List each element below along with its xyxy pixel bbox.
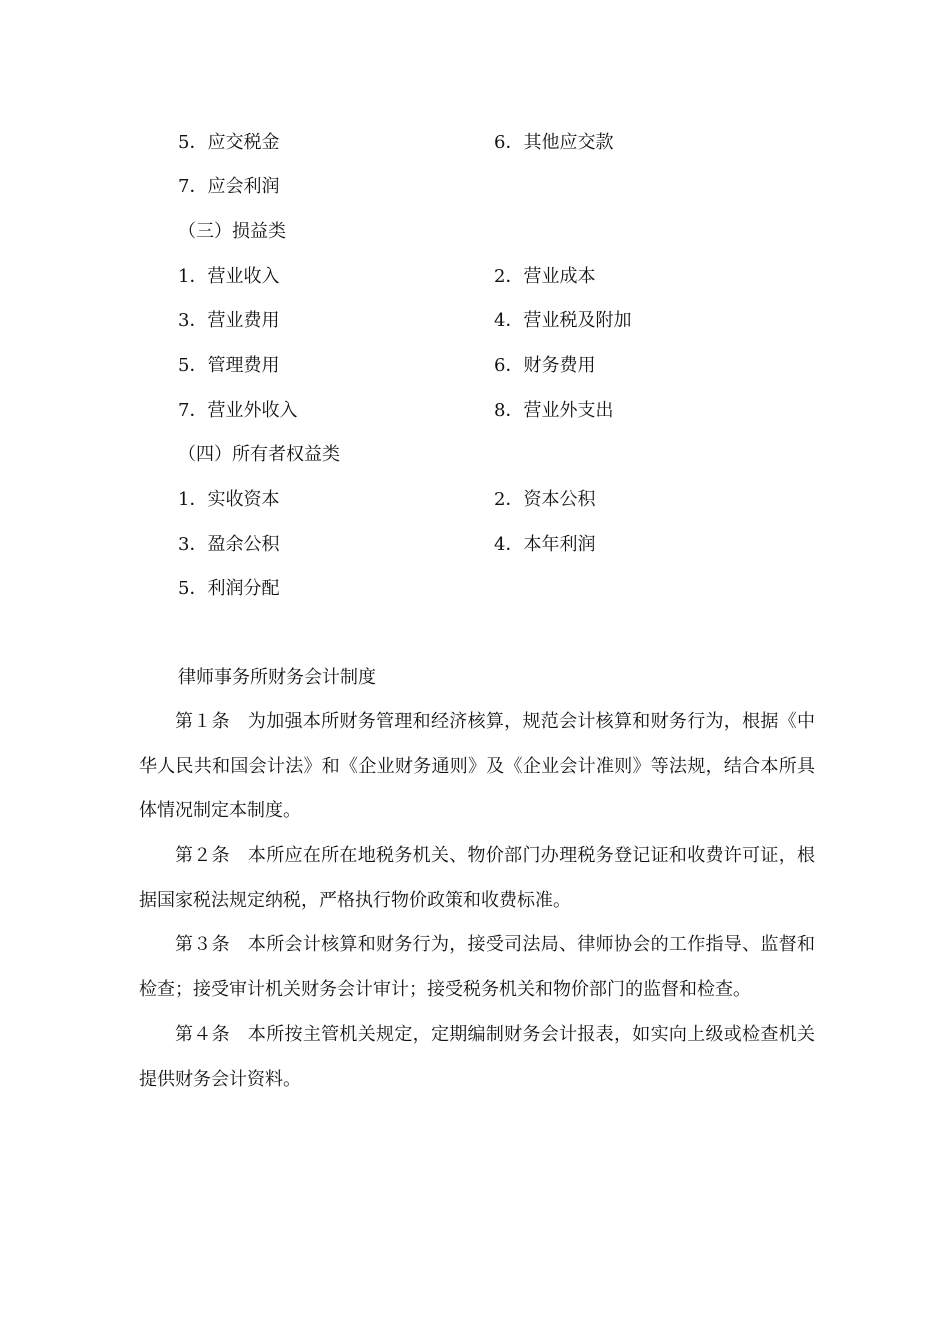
list-item: 1．营业收入 bbox=[178, 266, 280, 287]
document-title: 律师事务所财务会计制度 bbox=[178, 667, 376, 688]
list-row bbox=[178, 128, 818, 158]
article-paragraph bbox=[139, 1013, 815, 1102]
list-item: 3．营业费用 bbox=[178, 310, 280, 331]
list-item: 7．营业外收入 bbox=[178, 400, 298, 421]
list-row bbox=[178, 530, 818, 560]
list-item: 6．其他应交款 bbox=[494, 132, 614, 153]
article-number: 第３条 bbox=[175, 934, 230, 955]
article-paragraph bbox=[139, 834, 815, 923]
list-row bbox=[178, 306, 818, 336]
article-number: 第１条 bbox=[175, 711, 230, 732]
list-item: 3．盈余公积 bbox=[178, 534, 280, 555]
section-heading: （四）所有者权益类 bbox=[178, 444, 340, 465]
article-number: 第２条 bbox=[175, 845, 230, 866]
list-item: 5．利润分配 bbox=[178, 578, 280, 599]
list-row bbox=[178, 172, 818, 202]
list-row bbox=[178, 485, 818, 515]
article-text: 本所会计核算和财务行为，接受司法局、律师协会的工作指导、监督和检查；接受审计机关财务会计审计；接受税务机关和物价部门的监督和检查。 bbox=[139, 934, 816, 1000]
list-item: 5．管理费用 bbox=[178, 355, 280, 376]
article-text: 本所应在所在地税务机关、物价部门办理税务登记证和收费许可证，根据国家税法规定纳税，严格执行物价政策和收费标准。 bbox=[139, 845, 816, 911]
list-item: 4．本年利润 bbox=[494, 534, 596, 555]
list-row bbox=[178, 396, 818, 426]
list-item: 5．应交税金 bbox=[178, 132, 280, 153]
list-item: 4．营业税及附加 bbox=[494, 310, 632, 331]
list-item: 1．实收资本 bbox=[178, 489, 280, 510]
article-paragraph bbox=[139, 700, 815, 834]
list-row bbox=[178, 351, 818, 381]
list-row bbox=[178, 574, 818, 604]
section-heading: （三）损益类 bbox=[178, 221, 286, 242]
list-item: 6．财务费用 bbox=[494, 355, 596, 376]
list-item: 8．营业外支出 bbox=[494, 400, 614, 421]
list-item: 2．资本公积 bbox=[494, 489, 596, 510]
article-text: 本所按主管机关规定，定期编制财务会计报表，如实向上级或检查机关提供财务会计资料。 bbox=[139, 1024, 816, 1090]
list-item: 7．应会利润 bbox=[178, 176, 280, 197]
article-text: 为加强本所财务管理和经济核算，规范会计核算和财务行为，根据《中华人民共和国会计法》和《企业财务通则》及《企业会计准则》等法规，结合本所具体情况制定本制度。 bbox=[139, 711, 816, 821]
article-paragraph bbox=[139, 923, 815, 1012]
list-row bbox=[178, 262, 818, 292]
article-number: 第４条 bbox=[175, 1024, 230, 1045]
list-item: 2．营业成本 bbox=[494, 266, 596, 287]
